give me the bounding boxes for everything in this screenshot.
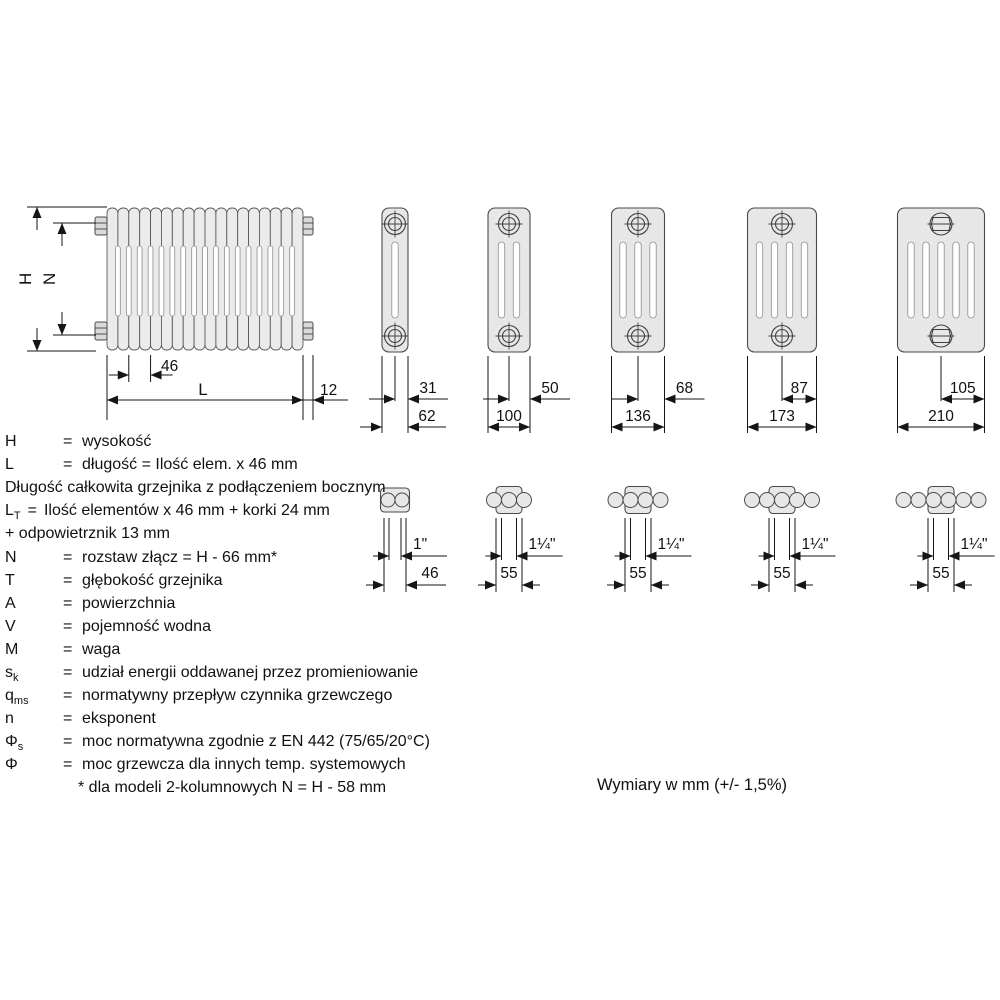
connection-size-label: 1¼" xyxy=(801,536,829,553)
depth-label: 173 xyxy=(769,408,795,425)
equals-sign: = xyxy=(63,618,73,635)
legend-symbol: A xyxy=(5,595,16,612)
legend-text: powierzchnia xyxy=(82,595,176,612)
equals-sign: = xyxy=(63,756,73,773)
column-tube-circle xyxy=(608,493,623,508)
dimension-arrow xyxy=(654,423,665,432)
dimension-arrow xyxy=(612,423,623,432)
legend-text: * dla modeli 2-kolumnowych N = H - 58 mm xyxy=(78,779,387,796)
column-slot xyxy=(635,242,641,318)
column-slot xyxy=(923,242,929,318)
legend-symbol: V xyxy=(5,618,16,635)
equals-sign: = xyxy=(63,664,73,681)
pitch-label: N xyxy=(40,272,59,285)
top-view-5-columns xyxy=(745,487,836,593)
legend-row-t xyxy=(0,572,560,594)
equals-sign: = xyxy=(27,502,37,519)
legend-row-qms xyxy=(0,687,560,709)
equals-sign: = xyxy=(63,549,73,566)
legend-text: głębokość grzejnika xyxy=(82,572,223,589)
legend-row-lt xyxy=(0,502,560,524)
column-tube-circle xyxy=(926,493,941,508)
section-view-5-columns xyxy=(748,208,817,433)
column-tube-circle xyxy=(790,493,805,508)
legend-row-l xyxy=(0,456,560,478)
dimension-arrow xyxy=(806,423,817,432)
legend-text: moc normatywna zgodnie z EN 442 (75/65/20°C) xyxy=(82,733,430,750)
equals-sign: = xyxy=(63,641,73,658)
legend-symbol: Φ xyxy=(5,756,18,773)
dimension-arrow xyxy=(614,581,625,590)
legend-symbol: $q_{ms}$ xyxy=(5,687,29,708)
side-extra-label: 12 xyxy=(320,382,338,399)
pitch-value-label: 55 xyxy=(500,565,518,582)
column-slot xyxy=(756,242,762,318)
equals-sign: = xyxy=(63,595,73,612)
legend-symbol: n xyxy=(5,710,14,727)
legend-text: udział energii oddawanej przez promieniowanie xyxy=(82,664,419,681)
dimension-arrow xyxy=(748,423,759,432)
equals-sign: = xyxy=(63,733,73,750)
equals-sign: = xyxy=(63,433,73,450)
dimension-arrow xyxy=(917,581,928,590)
depth-label: 62 xyxy=(418,408,436,425)
half-depth-label: 68 xyxy=(675,380,694,397)
top-view-dimensions xyxy=(607,518,692,592)
column-tube-circle xyxy=(745,493,760,508)
top-view-4-columns xyxy=(607,487,692,593)
legend-symbol: L xyxy=(5,456,14,473)
legend-text: normatywny przepływ czynnika grzewczego xyxy=(82,687,393,704)
section-dimensions xyxy=(748,356,817,433)
legend-symbol: $\Phi_s$ xyxy=(5,733,24,754)
legend-row-air-vent xyxy=(0,525,560,547)
connection-size-label: 1¼" xyxy=(528,536,556,553)
top-view-6-columns xyxy=(896,487,995,593)
dimensions-note: Wymiary w mm (+/- 1,5%) xyxy=(596,776,788,794)
column-tube-circle xyxy=(911,493,926,508)
height-label: H xyxy=(16,272,35,285)
connection-size-label: 1¼" xyxy=(657,536,685,553)
pitch-value-label: 55 xyxy=(932,565,950,582)
legend-row-n-exp xyxy=(0,710,560,732)
legend-symbol: T xyxy=(5,572,15,589)
column-tube-circle xyxy=(638,493,653,508)
pitch-value-label: 46 xyxy=(421,565,439,582)
dimension-arrow xyxy=(974,423,985,432)
column-slot xyxy=(908,242,914,318)
depth-label: 210 xyxy=(928,408,954,425)
half-depth-label: 50 xyxy=(541,380,559,397)
column-tube-circle xyxy=(623,493,638,508)
legend-text: eksponent xyxy=(82,710,156,727)
half-depth-label: 105 xyxy=(949,380,976,397)
equals-sign: = xyxy=(63,687,73,704)
column-tube-circle xyxy=(971,493,986,508)
section-dimensions xyxy=(898,356,985,433)
column-tube-circle xyxy=(941,493,956,508)
section-dimensions xyxy=(612,356,705,433)
legend-row-phi-s xyxy=(0,733,560,755)
legend-row-phi xyxy=(0,756,560,778)
column-tube-circle xyxy=(896,493,911,508)
column-slot xyxy=(650,242,656,318)
column-slot xyxy=(938,242,944,318)
legend-row-a xyxy=(0,595,560,617)
equals-sign: = xyxy=(63,710,73,727)
section-view-6-columns xyxy=(898,208,985,433)
dimension-arrow xyxy=(898,423,909,432)
legend-symbol: N xyxy=(5,549,17,566)
equals-sign: = xyxy=(63,572,73,589)
top-view-dimensions xyxy=(751,518,836,592)
pitch-value-label: 55 xyxy=(629,565,647,582)
column-tube-circle xyxy=(775,493,790,508)
connection-size-label: 1¼" xyxy=(960,536,988,553)
legend-row-footnote xyxy=(0,779,560,801)
column-slot xyxy=(968,242,974,318)
half-depth-label: 87 xyxy=(790,380,808,397)
legend-text: Długość całkowita grzejnika z podłączeniem bocznym xyxy=(5,479,386,496)
legend-row-m xyxy=(0,641,560,663)
column-tube-circle xyxy=(956,493,971,508)
column-slot xyxy=(771,242,777,318)
legend-symbol: M xyxy=(5,641,19,658)
section-view-4-columns xyxy=(612,208,705,433)
pitch-value-label: 55 xyxy=(773,565,791,582)
equals-sign: = xyxy=(63,456,73,473)
legend-row-h xyxy=(0,433,560,455)
column-tube-circle xyxy=(653,493,668,508)
column-tube-circle xyxy=(805,493,820,508)
legend-row-total-length xyxy=(0,479,560,501)
legend-text: pojemność wodna xyxy=(82,618,211,635)
connection-size-label: 1" xyxy=(413,536,428,553)
legend-row-sk xyxy=(0,664,560,686)
depth-label: 100 xyxy=(496,408,522,425)
column-slot xyxy=(786,242,792,318)
dimension-arrow xyxy=(627,395,638,404)
column-tube-circle xyxy=(760,493,775,508)
length-label: L xyxy=(198,380,208,399)
legend-text: moc grzewcza dla innych temp. systemowych xyxy=(82,756,406,773)
depth-label: 136 xyxy=(625,408,651,425)
element-width-label: 46 xyxy=(161,358,179,375)
legend-symbol: H xyxy=(5,433,17,450)
dimension-arrow xyxy=(758,581,769,590)
column-slot xyxy=(620,242,626,318)
top-view-dimensions xyxy=(910,518,995,592)
legend-row-n xyxy=(0,549,560,571)
legend-text: + odpowietrznik 13 mm xyxy=(5,525,170,542)
legend-row-v xyxy=(0,618,560,640)
legend-text: rozstaw złącz = H - 66 mm* xyxy=(82,549,278,566)
legend-symbol: $s_k$ xyxy=(5,664,19,685)
legend-text: waga xyxy=(82,641,121,658)
column-slot xyxy=(801,242,807,318)
half-depth-label: 31 xyxy=(419,380,437,397)
legend-text: wysokość xyxy=(82,433,152,450)
legend-text: długość = Ilość elem. x 46 mm xyxy=(82,456,298,473)
column-slot xyxy=(953,242,959,318)
legend-text: $L_T$ = Ilość elementów x 46 mm + korki 24 mm xyxy=(5,502,330,523)
